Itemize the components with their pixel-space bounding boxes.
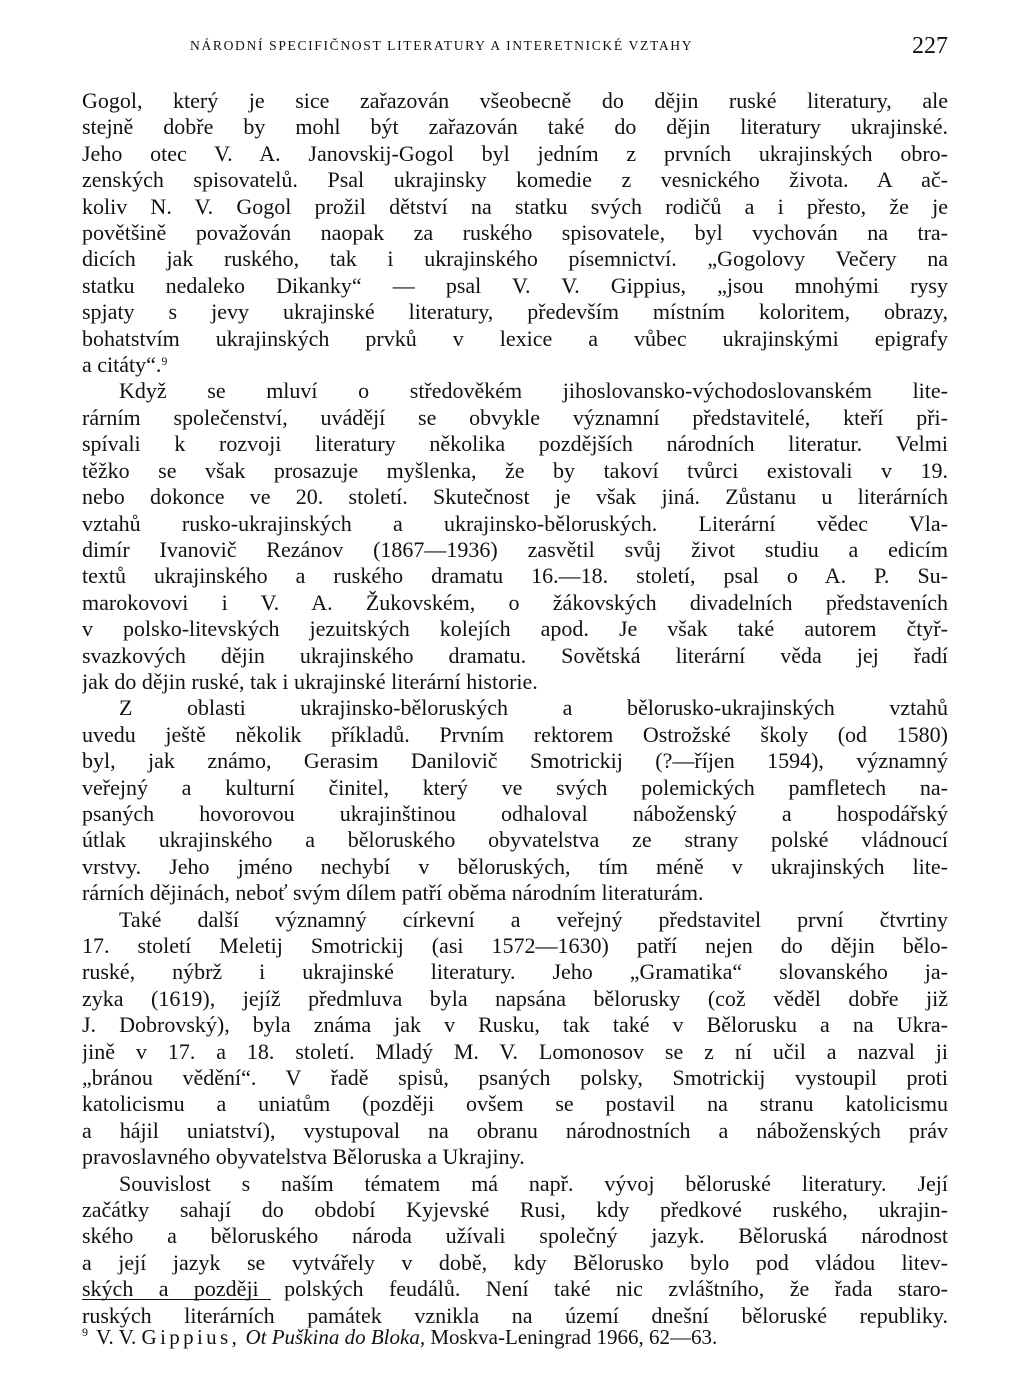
text-line: byl, jak známo, Gerasim Danilovič Smotrickij (?—říjen 1594), významný [82,748,948,774]
running-head: NÁRODNÍ SPECIFIČNOST LITERATURY A INTERETNICKÉ VZTAHY [190,38,694,53]
text-line: uvedu ještě několik příkladů. Prvním rektorem Ostrožské školy (od 1580) [82,721,948,747]
text-line: vztahů rusko-ukrajinských a ukrajinsko-běloruských. Literární vědec Vla- [82,510,948,536]
text-line: jině v 17. a 18. století. Mladý M. V. Lomonosov se z ní učil a nazval ji [82,1038,948,1064]
text-line: veřejný a kulturní činitel, který ve svých polemických pamfletech na- [82,774,948,800]
text-line: a její jazyk se vytvářely v době, kdy Bělorusko bylo pod vládou litev- [82,1249,948,1275]
text-line: svazkových dějin ukrajinského dramatu. Sovětská literární věda jej řadí [82,642,948,668]
text-line: statku nedaleko Dikanky“ — psal V. V. Gippius, „jsou mnohými rysy [82,272,948,298]
text-line: Z oblasti ukrajinsko-běloruských a bělorusko-ukrajinských vztahů [119,695,948,721]
footnote-marker: 9 [161,354,168,369]
page-number: 227 [912,33,948,59]
text-line: ského a běloruského národa užívali společný jazyk. Běloruská národnost [82,1223,948,1249]
text-line: Souvislost s naším tématem má např. vývoj běloruské literatury. Její [119,1170,948,1196]
text-line: dimír Ivanovič Rezánov (1867—1936) zasvětil svůj život studiu a edicím [82,536,948,562]
text-line: a hájil uniatství), vystupoval na obranu národnostních a náboženských práv [82,1117,948,1143]
footnote-rule [82,1299,271,1300]
footnote-author-initials: V. V. [96,1325,137,1349]
text-line-content: a citáty“. [82,352,162,378]
text-line: ruské, nýbrž i ukrajinské literatury. Jeho „Gramatika“ slovanského ja- [82,959,948,985]
text-line: J. Dobrovský), byla známa jak v Rusku, tak také v Bělorusku a na Ukra- [82,1012,948,1038]
footnote-author-surname: Gippius, [141,1325,241,1349]
text-line: pravoslavného obyvatelstva Běloruska a Ukrajiny. [82,1144,525,1170]
text-line: marokovovi i V. A. Žukovském, o žákovských divadelních představeních [82,589,948,615]
text-line: textů ukrajinského a ruského dramatu 16.—18. století, psal o A. P. Su- [82,563,948,589]
text-line: útlak ukrajinského a běloruského obyvatelstva ze strany polské vládnoucí [82,827,948,853]
text-line: psaných hovorovou ukrajinštinou odhaloval náboženský a hospodářský [82,800,948,826]
text-line: bohatstvím ukrajinských prvků v lexice a vůbec ukrajinskými epigrafy [82,325,948,351]
text-line [82,352,948,378]
footnote-publication: Moskva-Leningrad 1966, 62—63. [430,1325,718,1349]
text-line: těžko se však prosazuje myšlenka, že by takoví tvůrci existovali v 19. [82,457,948,483]
body-text [82,88,948,1329]
text-line: ských a později polských feudálů. Není také nic zvláštního, že řada staro- [82,1276,948,1302]
footnote-title: Ot Puškina do Bloka, [245,1325,426,1349]
footnote-number: 9 [82,1325,88,1339]
text-line: rárních dějinách, neboť svým dílem patří oběma národním literaturám. [82,880,704,906]
text-line: „bránou vědění“. V řadě spisů, psaných polsky, Smotrickij vystoupil proti [82,1065,948,1091]
text-line: povětšině považován naopak za ruského spisovatele, byl vychován na tra- [82,220,948,246]
text-line: Když se mluví o středověkém jihoslovansko-východoslovanském lite- [119,378,948,404]
text-line: koliv N. V. Gogol prožil dětství na statku svých rodičů a i přesto, že je [82,193,948,219]
text-line: rárním společenství, uvádějí se obvykle významní představitelé, kteří při- [82,404,948,430]
text-line: stejně dobře by mohl být zařazován také do dějin literatury ukrajinské. [82,114,948,140]
text-line: začátky sahají do období Kyjevské Rusi, kdy předkové ruského, ukrajin- [82,1197,948,1223]
text-line: Gogol, který je sice zařazován všeobecně do dějin ruské literatury, ale [82,88,948,113]
text-line: katolicismu a uniatům (později ovšem se postavil na stranu katolicismu [82,1091,948,1117]
text-line: zyka (1619), jejíž předmluva byla napsána bělorusky (což věděl dobře již [82,985,948,1011]
text-line: jak do dějin ruské, tak i ukrajinské literární historie. [82,668,538,694]
text-line: spívali k rozvoji literatury několika pozdějších národních literatur. Velmi [82,431,948,457]
text-line: spjaty s jevy ukrajinské literatury, především místním koloritem, obrazy, [82,299,948,325]
text-line: vrstvy. Jeho jméno nechybí v běloruských, tím méně v ukrajinských lite- [82,853,948,879]
text-line: Také další významný církevní a veřejný představitel první čtvrtiny [119,906,948,932]
text-line: nebo dokonce ve 20. století. Skutečnost je však jiná. Zůstanu u literárních [82,484,948,510]
footnote [82,1320,948,1349]
text-line: zenských spisovatelů. Psal ukrajinsky komedie z vesnického života. A ač- [82,167,948,193]
text-line: dicích jak ruského, tak i ukrajinského písemnictví. „Gogolovy Večery na [82,246,948,272]
text-line: Jeho otec V. A. Janovskij-Gogol byl jedním z prvních ukrajinských obro- [82,140,948,166]
text-line: ruských literárních památek vznikla na území dnešní běloruské republiky. [82,1302,948,1328]
text-line: v polsko-litevských jezuitských kolejích apod. Je však také autorem čtyř- [82,616,948,642]
text-line: 17. století Meletij Smotrickij (asi 1572—1630) patří nejen do dějin bělo- [82,933,948,958]
